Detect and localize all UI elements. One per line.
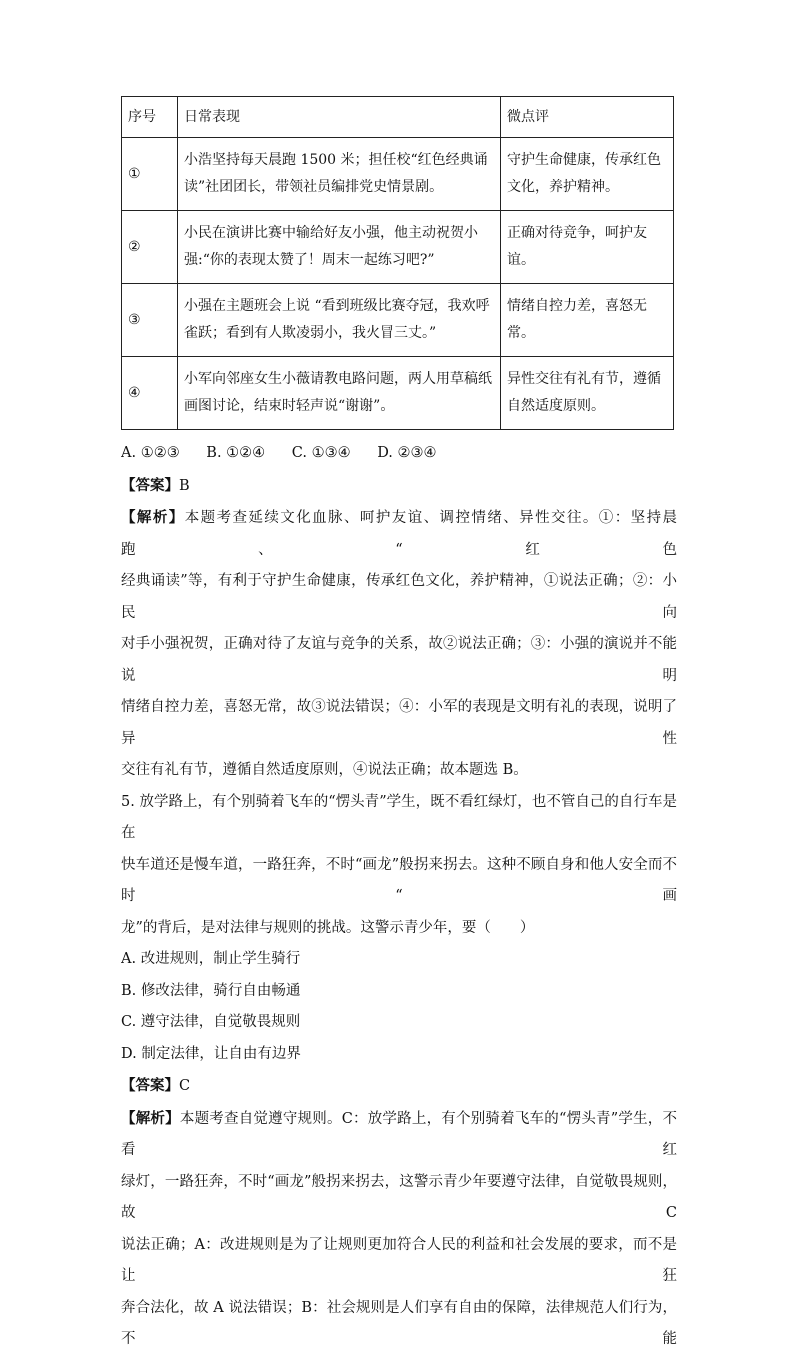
q4-analysis-line: 经典诵读”等，有利于守护生命健康，传承红色文化，养护精神，①说法正确；②：小民向 [121, 573, 677, 621]
analysis-label: 【解析】 [121, 509, 185, 526]
q5-analysis-line: 说法正确；A：改进规则是为了让规则更加符合人民的利益和社会发展的要求，而不是让狂 [121, 1236, 677, 1284]
analysis-text: 本题考查自觉遵守规则。C：放学路上，有个别骑着飞车的“愣头青”学生，不看红 [121, 1110, 677, 1158]
answer-label: 【答案】 [121, 476, 179, 494]
q5-analysis-line: 绿灯，一路狂奔，不时“画龙”般拐来拐去，这警示青少年要遵守法律，自觉敬畏规则，故 C [121, 1173, 677, 1221]
cell-behavior: 小强在主题班会上说 “看到班级比赛夺冠，我欢呼雀跃；看到有人欺凌弱小，我火冒三丈。” [178, 284, 501, 357]
q5-option-c: C. 遵守法律，自觉敬畏规则 [121, 1014, 301, 1030]
q5-stem-line: 快车道还是慢车道，一路狂奔，不时“画龙”般拐来拐去。这种不顾自身和他人安全而不时“画 [121, 856, 677, 904]
header-cell-no: 序号 [122, 97, 178, 138]
cell-no: ③ [122, 284, 178, 357]
question-body [121, 438, 677, 1356]
answer-label: 【答案】 [121, 1077, 179, 1094]
choice-d: D. ②③④ [377, 445, 437, 461]
answer-value: C [179, 1078, 191, 1094]
header-cell-comment: 微点评 [501, 97, 674, 138]
table-row [122, 357, 674, 430]
cell-no: ① [122, 138, 178, 211]
cell-comment: 守护生命健康，传承红色文化，养护精神。 [501, 138, 674, 211]
cell-no: ② [122, 211, 178, 284]
cell-behavior: 小民在演讲比赛中输给好友小强，他主动祝贺小强:“你的表现太赞了！周末一起练习吧?” [178, 211, 501, 284]
cell-comment: 异性交往有礼有节，遵循自然适度原则。 [501, 357, 674, 430]
choice-a: A. ①②③ [121, 445, 180, 461]
cell-comment: 情绪自控力差，喜怒无常。 [501, 284, 674, 357]
table-header-row [122, 97, 674, 138]
q4-answer [121, 470, 677, 503]
q5-option-d: D. 制定法律，让自由有边界 [121, 1045, 301, 1062]
q5-stem-line: 5. 放学路上，有个别骑着飞车的“愣头青”学生，既不看红绿灯，也不管自己的自行车是在 [121, 793, 677, 841]
q5-analysis-line [121, 1103, 677, 1167]
cell-behavior: 小军向邻座女生小薇请教电路问题，两人用草稿纸画图讨论，结束时轻声说“谢谢”。 [178, 357, 501, 430]
q5-option-a: A. 改进规则，制止学生骑行 [121, 951, 301, 967]
cell-behavior: 小浩坚持每天晨跑 1500 米；担任校“红色经典诵读”社团团长，带领社员编排党史情景剧。 [178, 138, 501, 211]
q4-analysis-line [121, 502, 677, 566]
analysis-text: 本题考查延续文化血脉、呵护友谊、调控情绪、异性交往。①：坚持晨跑、“红色 [121, 510, 677, 558]
q5-analysis-line: 奔合法化，故 A 说法错误；B：社会规则是人们享有自由的保障，法律规范人们行为，不能 [121, 1299, 677, 1347]
table-row [122, 138, 674, 211]
q4-analysis-line: 交往有礼有节，遵循自然适度原则，④说法正确；故本题选 B。 [121, 762, 528, 778]
table-row [122, 284, 674, 357]
answer-value: B [179, 477, 190, 494]
q5-stem-line: 龙”的背后，是对法律与规则的挑战。这警示青少年，要（ ） [121, 919, 535, 936]
cell-comment: 正确对待竞争，呵护友谊。 [501, 211, 674, 284]
choice-b: B. ①②④ [206, 445, 266, 461]
q5-answer [121, 1070, 677, 1103]
cell-no: ④ [122, 357, 178, 430]
q5-option-b: B. 修改法律，骑行自由畅通 [121, 982, 301, 999]
analysis-label: 【解析】 [121, 1109, 180, 1127]
table-row [122, 211, 674, 284]
q4-choices [121, 438, 677, 470]
header-cell-behavior: 日常表现 [178, 97, 501, 138]
options-table [121, 96, 674, 430]
choice-c: C. ①③④ [291, 445, 351, 461]
q4-analysis-line: 对手小强祝贺，正确对待了友谊与竞争的关系，故②说法正确；③：小强的演说并不能说明 [121, 636, 677, 684]
q4-analysis-line: 情绪自控力差，喜怒无常，故③说法错误；④：小军的表现是文明有礼的表现，说明了异性 [121, 699, 677, 747]
